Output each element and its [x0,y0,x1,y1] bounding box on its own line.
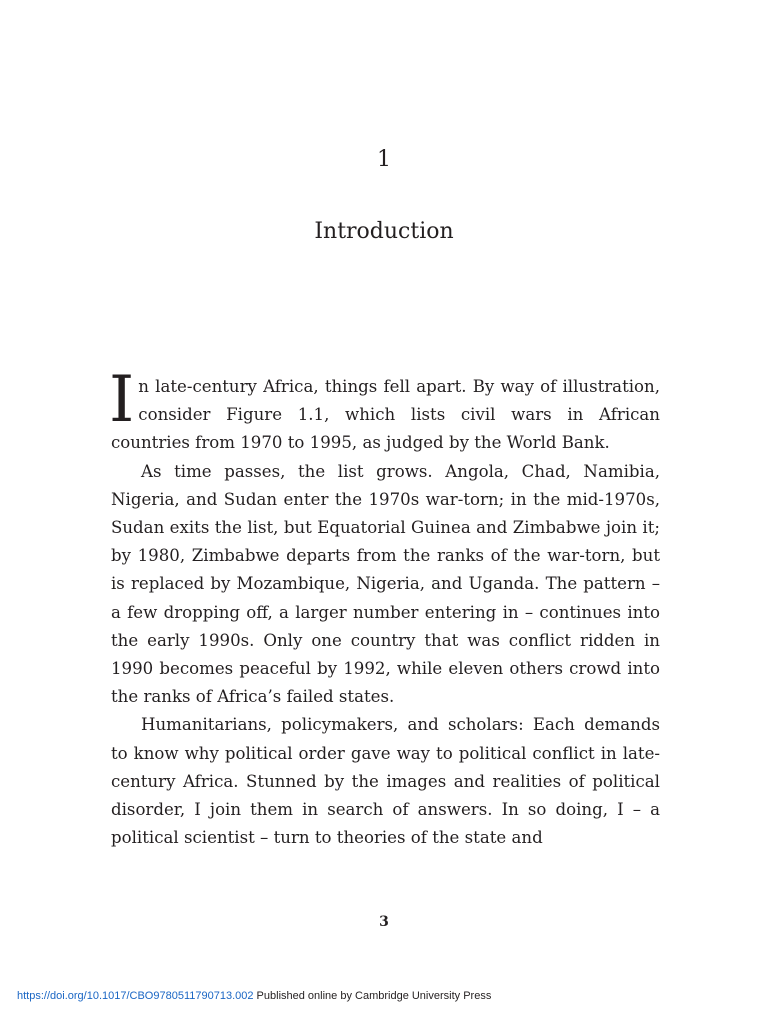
footer [17,989,491,1003]
body-text [109,363,660,852]
paragraph-1-text: n late-century Africa, things fell apart. By way of illustration, consider Figure 1.1, which lists civil wars in African countries from 1970 to 1995, as judged by the World Bank. [111,377,660,453]
drop-cap: I [109,363,135,437]
chapter-number: 1 [377,147,391,172]
doi-link[interactable]: https://doi.org/10.1017/CBO9780511790713.002 [17,990,254,1002]
paragraph-1 [109,363,660,458]
page-number: 3 [379,914,389,930]
paragraph-3: Humanitarians, policymakers, and scholars: Each demands to know why political order gave way to political conflict in late-century Africa. Stunned by the images and realities of political disorder, I join them in search of answers. In so doing, I – a political scientist – turn to theories of the state and [111,715,660,848]
chapter-title: Introduction [314,219,454,244]
paragraph-2: As time passes, the list grows. Angola, Chad, Namibia, Nigeria, and Sudan enter the 1970s war-torn; in the mid-1970s, Sudan exits the list, but Equatorial Guinea and Zimbabwe join it; by 1980, Zimbabwe departs from the ranks of the war-torn, but is replaced by Mozambique, Nigeria, and Uganda. The pattern – a few dropping off, a larger number entering in – continues into the early 1990s. Only one country that was conflict ridden in 1990 becomes peaceful by 1992, while eleven others crowd into the ranks of Africa’s failed states. [111,461,660,707]
published-text: Published online by Cambridge University Press [256,990,492,1002]
